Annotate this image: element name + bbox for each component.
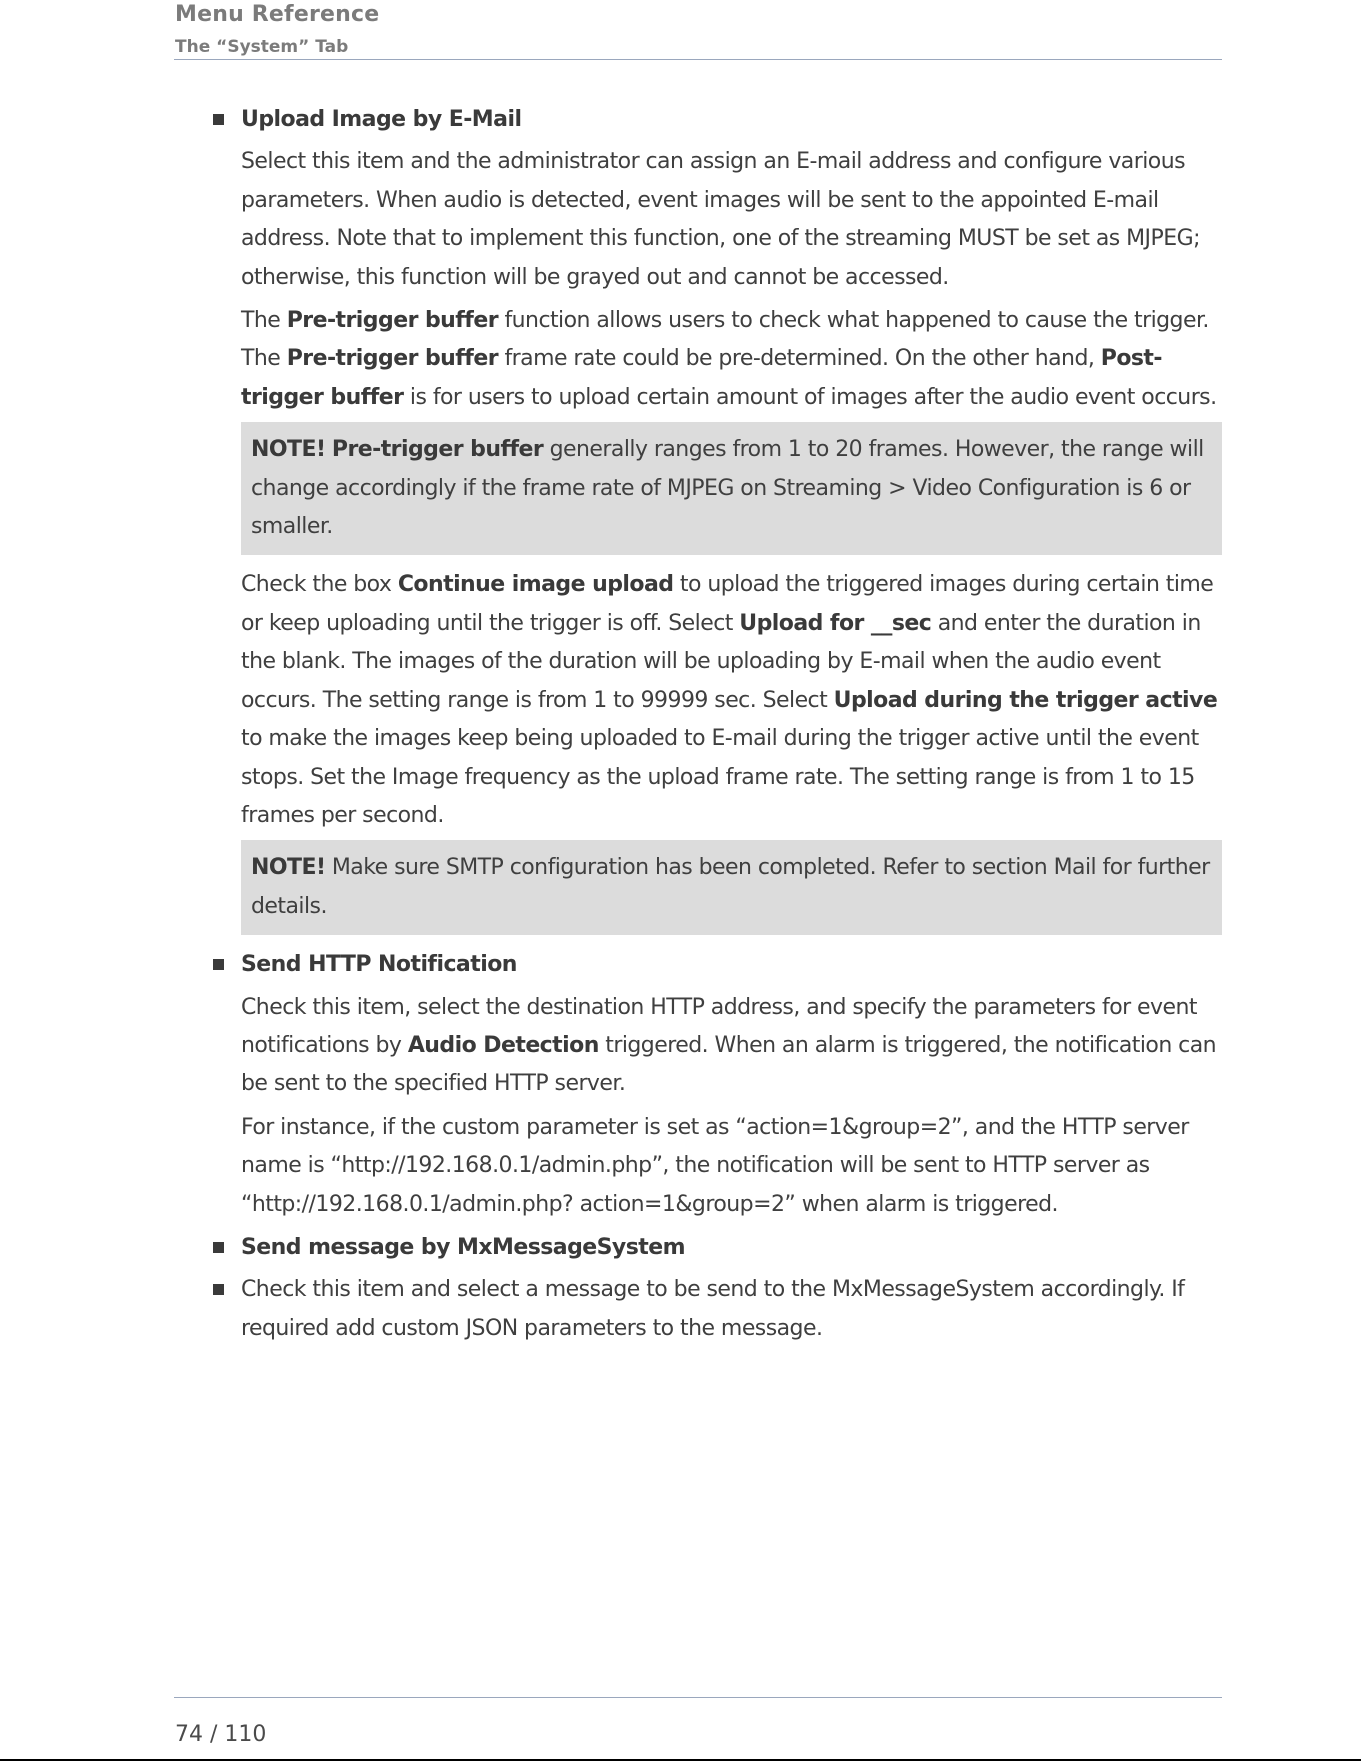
term-upload-during-trigger: Upload during the trigger active bbox=[833, 687, 1218, 713]
paragraph-mx: Check this item and select a message to be send to the MxMessageSystem accordingly. If required add custom JSON parameters to the message. bbox=[241, 1271, 1222, 1348]
section-heading-http: Send HTTP Notification bbox=[241, 946, 1222, 984]
note-text: generally ranges from 1 to 20 frames. However, the range will change accordingly if the frame rate of MJPEG on Streaming > Video Configuration is 6 or smaller. bbox=[251, 437, 1204, 540]
term-pretrigger-buffer: Pre-trigger buffer bbox=[286, 308, 499, 334]
text-run: to upload the triggered images during certain time or keep uploading until the trigger is off. Select bbox=[241, 572, 1214, 636]
term-pretrigger-buffer: Pre-trigger buffer bbox=[331, 437, 544, 463]
text-run: The bbox=[241, 308, 287, 334]
term-upload-for-sec: Upload for __sec bbox=[739, 610, 932, 636]
section-heading-upload-email: Upload Image by E-Mail bbox=[241, 101, 1222, 139]
term-pretrigger-buffer: Pre-trigger buffer bbox=[286, 346, 499, 372]
text-run: to make the images keep being uploaded to E-mail during the trigger active until the event stops. Set the Image frequency as the upload frame rate. The setting range is from 1 to 15 frames per second. bbox=[241, 726, 1199, 828]
paragraph-pretrigger bbox=[241, 302, 1222, 417]
text-run: frame rate could be pre-determined. On the other hand, bbox=[498, 346, 1101, 372]
note-box-pretrigger bbox=[241, 422, 1222, 555]
text-run: function allows users to check what happened to cause the trigger. The bbox=[241, 308, 1209, 372]
text-run: Check the box bbox=[241, 572, 398, 598]
note-box-smtp bbox=[241, 840, 1222, 935]
footer-divider bbox=[174, 1697, 1222, 1698]
text-run: and enter the duration in the blank. The images of the duration will be uploading by E-mail when the audio event occurs. The setting range is from 1 to 99999 sec. Select bbox=[241, 610, 1201, 713]
note-label: NOTE! bbox=[251, 855, 326, 881]
text-run: triggered. When an alarm is triggered, the notification can be sent to the specified HTTP server. bbox=[241, 1032, 1217, 1097]
paragraph-upload-intro: Select this item and the administrator can assign an E-mail address and configure various parameters. When audio is detected, event images will be sent to the appointed E-mail address. Note that to implement this function, one of the streaming MUST be set as MJPEG; otherwise, this function will be grayed out and cannot be accessed. bbox=[241, 149, 1200, 290]
paragraph-http-intro bbox=[241, 989, 1222, 1104]
page-number: 74 / 110 bbox=[175, 1722, 267, 1747]
paragraph-continue-upload bbox=[241, 566, 1222, 835]
note-text: Make sure SMTP configuration has been completed. Refer to section Mail for further details. bbox=[251, 855, 1210, 919]
page-content bbox=[241, 101, 1222, 1353]
term-continue-image-upload: Continue image upload bbox=[397, 572, 674, 598]
section-heading-mx: Send message by MxMessageSystem bbox=[241, 1229, 1222, 1267]
text-run: is for users to upload certain amount of images after the audio event occurs. bbox=[403, 384, 1217, 410]
term-posttrigger-buffer: Post-trigger buffer bbox=[241, 346, 1162, 410]
note-label: NOTE! bbox=[251, 437, 326, 463]
header-title: Menu Reference bbox=[175, 2, 380, 27]
paragraph-http-example: For instance, if the custom parameter is set as “action=1&group=2”, and the HTTP server name is “http://192.168.0.1/admin.php”, the notification will be sent to HTTP server as “http://192.168.0.1/admin.php? action=1&group=2” when alarm is triggered. bbox=[241, 1114, 1189, 1217]
text-run: Check this item, select the destination HTTP address, and specify the parameters for event notifications by bbox=[241, 994, 1197, 1058]
header-subtitle: The “System” Tab bbox=[175, 37, 349, 57]
header-divider bbox=[174, 59, 1222, 60]
term-audio-detection: Audio Detection bbox=[407, 1032, 599, 1058]
